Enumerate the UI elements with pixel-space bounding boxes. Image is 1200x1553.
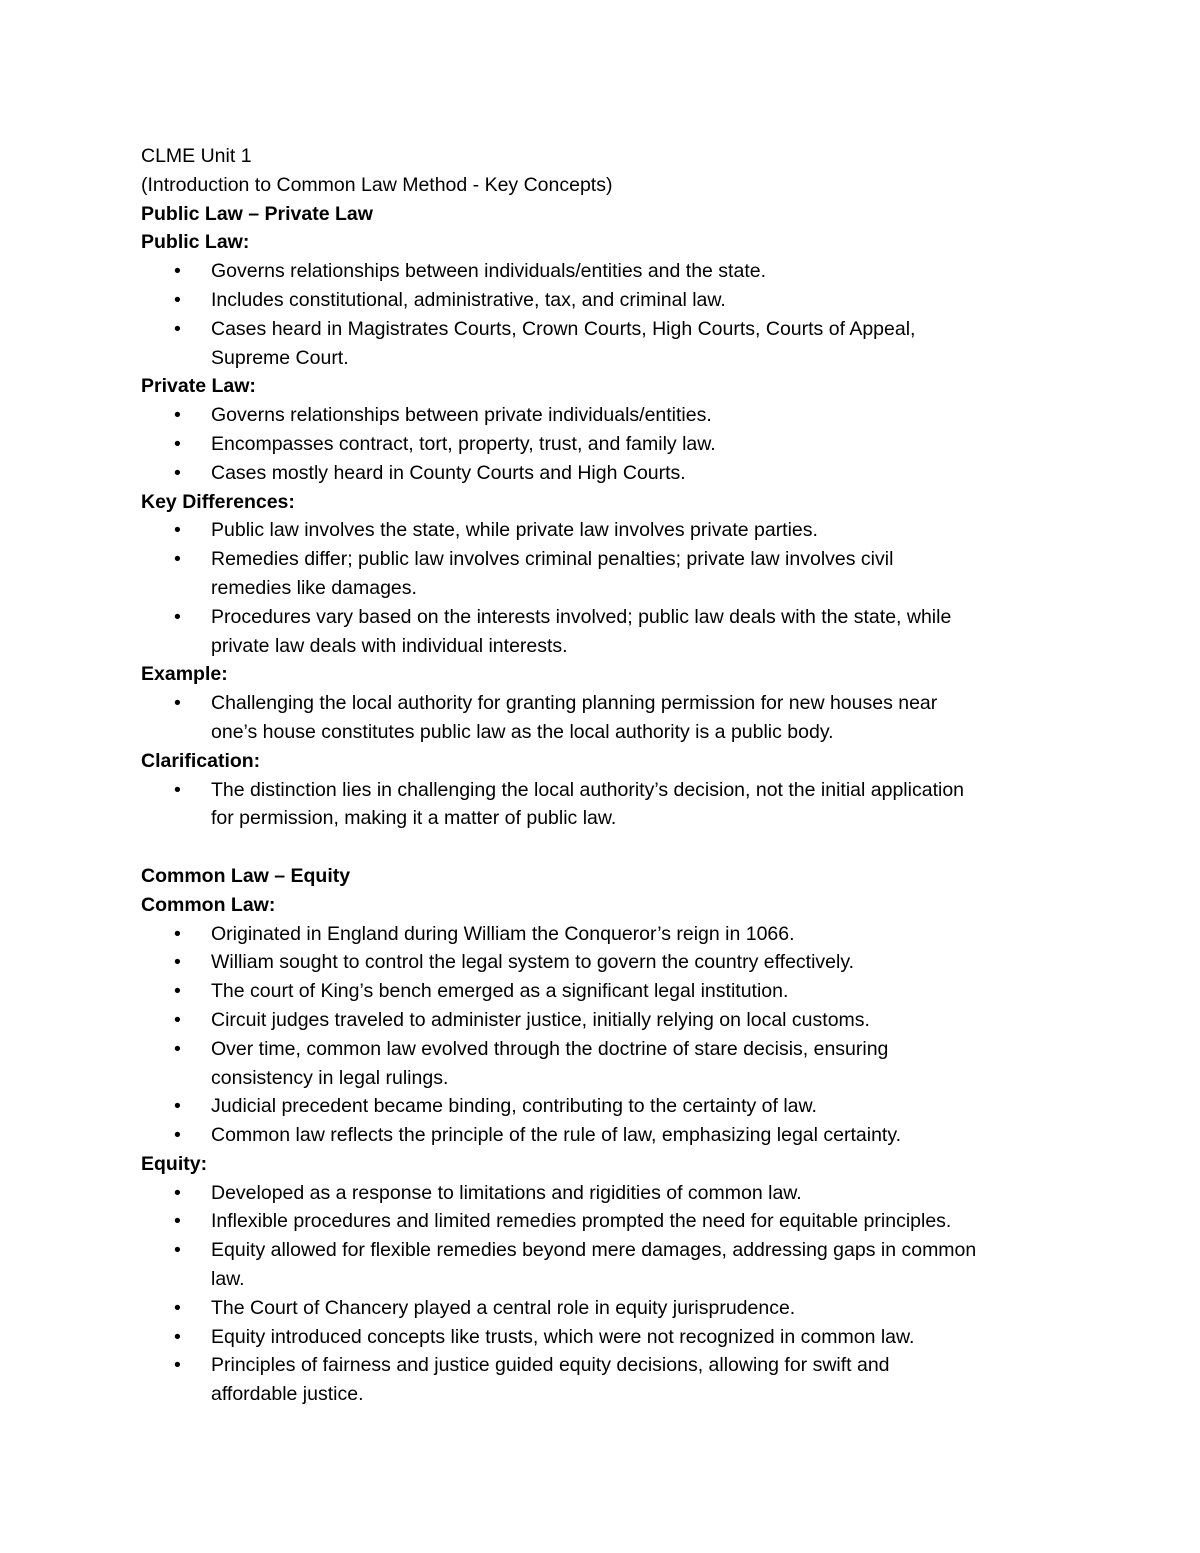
list-private-law [141,401,1071,487]
list-item [141,776,1071,834]
list-item [141,1323,1071,1352]
bullet-icon: • [174,260,181,283]
bullet-icon: • [174,980,181,1003]
bullet-icon: • [174,1210,181,1233]
bullet-icon: • [174,1008,181,1031]
list-item-text: Cases heard in Magistrates Courts, Crown Courts, High Courts, Courts of Appeal, [211,317,916,340]
heading-key-differences: Key Differences: [141,490,295,513]
list-item [141,1035,1071,1093]
list-public-law [141,257,1071,372]
list-item [141,1006,1071,1035]
list-item [141,286,1071,315]
list-item-text: Principles of fairness and justice guided equity decisions, allowing for swift and [211,1354,890,1377]
list-item-text: The distinction lies in challenging the local authority’s decision, not the initial application [211,778,965,801]
bullet-icon: • [174,461,181,484]
list-item-text: Originated in England during William the Conqueror’s reign in 1066. [211,922,795,945]
list-item-text: Encompasses contract, tort, property, trust, and family law. [211,432,716,455]
list-item [141,1351,1071,1409]
bullet-icon: • [174,1095,181,1118]
heading-example: Example: [141,663,228,686]
list-item-text: Common law reflects the principle of the rule of law, emphasizing legal certainty. [211,1124,902,1147]
section-title-public-private: Public Law – Private Law [141,202,373,225]
list-item [141,459,1071,488]
list-item [141,545,1071,603]
list-item [141,516,1071,545]
list-item-text: The Court of Chancery played a central role in equity jurisprudence. [211,1296,796,1319]
list-item-text: The court of King’s bench emerged as a significant legal institution. [211,980,789,1003]
list-item [141,430,1071,459]
heading-common-law: Common Law: [141,893,276,916]
list-item [141,603,1071,661]
bullet-icon: • [174,432,181,455]
list-clarification [141,776,1071,834]
document-page [141,142,1071,1409]
bullet-icon: • [174,922,181,945]
bullet-icon: • [174,1124,181,1147]
list-item-text: Over time, common law evolved through the doctrine of stare decisis, ensuring [211,1037,889,1060]
list-common-law [141,920,1071,1150]
list-item-text: for permission, making it a matter of public law. [211,807,617,830]
list-item [141,1092,1071,1121]
bullet-icon: • [174,1354,181,1377]
list-item [141,1179,1071,1208]
document-title: CLME Unit 1 [141,145,252,167]
document-subtitle: (Introduction to Common Law Method - Key Concepts) [141,173,613,196]
list-item [141,401,1071,430]
bullet-icon: • [174,317,181,340]
list-item-text: Supreme Court. [211,346,349,369]
list-item-text: Challenging the local authority for granting planning permission for new houses near [211,692,938,715]
bullet-icon: • [174,951,181,974]
list-item-text: remedies like damages. [211,576,417,599]
list-item-text: William sought to control the legal system to govern the country effectively. [211,951,855,974]
list-item-text: Includes constitutional, administrative, tax, and criminal law. [211,288,726,311]
heading-private-law: Private Law: [141,375,256,398]
list-item-text: Equity allowed for flexible remedies beyond mere damages, addressing gaps in common [211,1239,977,1262]
list-item [141,920,1071,949]
list-item [141,1121,1071,1150]
list-item-text: private law deals with individual interests. [211,634,568,657]
bullet-icon: • [174,605,181,628]
bullet-icon: • [174,519,181,542]
heading-equity: Equity: [141,1152,208,1175]
list-item-text: Inflexible procedures and limited remedies prompted the need for equitable principles. [211,1210,952,1233]
list-item [141,977,1071,1006]
list-item-text: Governs relationships between individuals/entities and the state. [211,260,766,283]
list-item-text: Judicial precedent became binding, contributing to the certainty of law. [211,1095,817,1118]
list-item [141,1236,1071,1294]
list-item-text: affordable justice. [211,1383,364,1406]
list-key-differences [141,516,1071,660]
bullet-icon: • [174,288,181,311]
list-item-text: one’s house constitutes public law as the local authority is a public body. [211,720,834,743]
bullet-icon: • [174,548,181,571]
list-item-text: Equity introduced concepts like trusts, which were not recognized in common law. [211,1325,915,1348]
list-item [141,689,1071,747]
bullet-icon: • [174,1296,181,1319]
section-title-common-law-equity: Common Law – Equity [141,864,351,887]
bullet-icon: • [174,1325,181,1348]
list-item-text: Cases mostly heard in County Courts and High Courts. [211,461,686,484]
list-item-text: Procedures vary based on the interests involved; public law deals with the state, while [211,605,952,628]
list-item-text: Developed as a response to limitations and rigidities of common law. [211,1181,802,1204]
list-item [141,948,1071,977]
bullet-icon: • [174,1181,181,1204]
list-item-text: Public law involves the state, while private law involves private parties. [211,519,818,542]
heading-clarification: Clarification: [141,749,261,772]
list-item [141,315,1071,373]
bullet-icon: • [174,1239,181,1262]
heading-public-law: Public Law: [141,231,250,254]
section-spacer [141,833,1071,862]
bullet-icon: • [174,404,181,427]
list-item-text: law. [211,1268,245,1291]
list-item-text: Governs relationships between private individuals/entities. [211,404,712,427]
list-item [141,1207,1071,1236]
bullet-icon: • [174,778,181,801]
list-item-text: Circuit judges traveled to administer justice, initially relying on local customs. [211,1008,870,1031]
bullet-icon: • [174,1037,181,1060]
list-item-text: consistency in legal rulings. [211,1066,449,1089]
list-equity [141,1179,1071,1409]
bullet-icon: • [174,692,181,715]
list-item [141,257,1071,286]
list-item [141,1294,1071,1323]
list-item-text: Remedies differ; public law involves criminal penalties; private law involves civil [211,548,894,571]
list-example [141,689,1071,747]
